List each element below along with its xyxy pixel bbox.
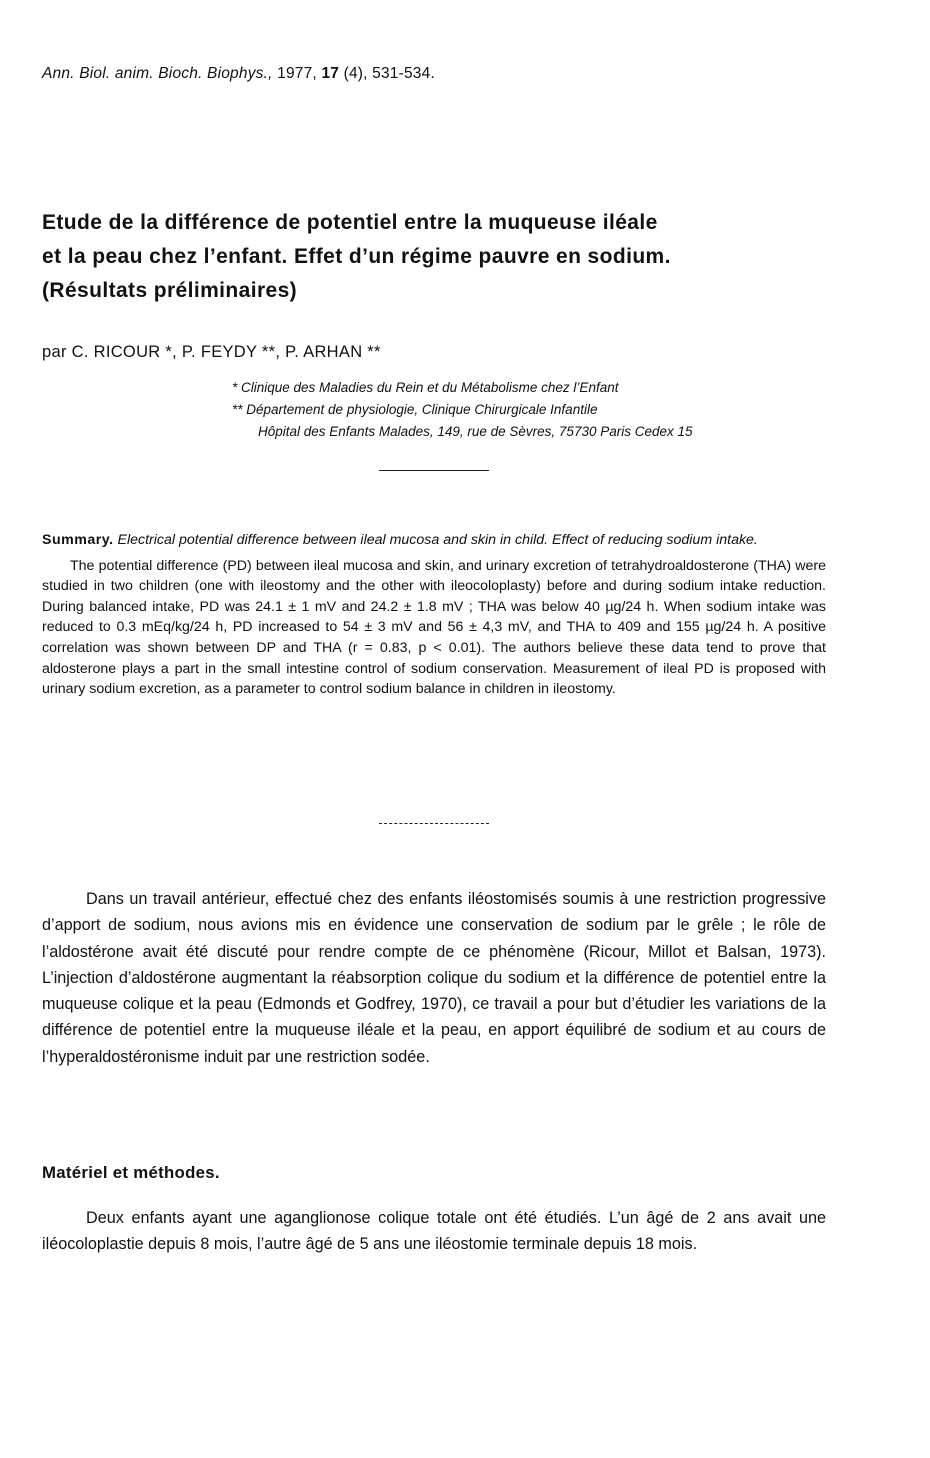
summary-header — [42, 530, 826, 551]
methods-paragraph: Deux enfants ayant une aganglionose colique totale ont été étudiés. L’un âgé de 2 ans avait une iléocoloplastie depuis 8 mois, l’autre âgé de 5 ans une iléostomie terminale depuis 18 mois. — [42, 1209, 826, 1254]
summary-divider — [379, 823, 489, 824]
title-line-1: Etude de la différence de potentiel entre la muqueuse iléale — [42, 211, 658, 234]
author-list: par C. RICOUR *, P. FEYDY **, P. ARHAN ** — [42, 343, 381, 361]
journal-volume: 17 — [321, 65, 340, 82]
title-line-2: et la peau chez l’enfant. Effet d’un régime pauvre en sodium. — [42, 245, 671, 268]
affiliations — [232, 377, 693, 443]
journal-issue-pages: (4), 531-534. — [343, 65, 435, 82]
affiliation-address: Hôpital des Enfants Malades, 149, rue de Sèvres, 75730 Paris Cedex 15 — [258, 424, 693, 439]
journal-year: 1977, — [277, 65, 317, 82]
summary-block — [42, 530, 826, 700]
journal-name: Ann. Biol. anim. Bioch. Biophys., — [42, 65, 273, 82]
affiliation-1: * Clinique des Maladies du Rein et du Métabolisme chez l’Enfant — [232, 380, 619, 395]
summary-heading: Summary. — [42, 532, 114, 548]
article-title — [42, 206, 842, 308]
intro-paragraph: Dans un travail antérieur, effectué chez des enfants iléostomisés soumis à une restriction progressive d’apport de sodium, nous avions mis en évidence une conservation de sodium par le grêle ; le rôle de l’aldostérone avait été discuté pour rendre compte de ce phénomène (Ricour, Millot et Balsan, 1973). L’injection d’aldostérone augmentant la réabsorption colique du sodium et la différence de potentiel entre la muqueuse colique et la peau (Edmonds et Godfrey, 1970), ce travail a pour but d’étudier les variations de la différence de potentiel entre la muqueuse iléale et la peau, en apport équilibré de sodium et au cours de l’hyperaldostéronisme induit par une restriction sodée. — [42, 890, 826, 1066]
affiliation-2: ** Département de physiologie, Clinique Chirurgicale Infantile — [232, 402, 598, 417]
journal-citation — [42, 65, 435, 83]
title-divider — [379, 470, 489, 471]
methods-heading: Matériel et méthodes. — [42, 1163, 220, 1182]
summary-abstract: The potential difference (PD) between ileal mucosa and skin, and urinary excretion of tetrahydroaldosterone (THA) were studied in two children (one with ileostomy and the other with ileocoloplasty) before and during sodium intake reduction. During balanced intake, PD was 24.1 ± 1 mV and 24.2 ± 1.8 mV ; THA was below 40 µg/24 h. When sodium intake was reduced to 0.3 mEq/kg/24 h, PD increased to 54 ± 3 mV and 56 ± 4,3 mV, and THA to 409 and 155 µg/24 h. A positive correlation was shown between DP and THA (r = 0.83, p < 0.01). The authors believe these data tend to prove that aldosterone plays a part in the small intestine control of sodium conservation. Measurement of ileal PD is proposed with urinary sodium excretion, as a parameter to control sodium balance in children in ileostomy. — [42, 557, 826, 698]
title-line-3: (Résultats préliminaires) — [42, 279, 298, 302]
summary-subtitle: Electrical potential difference between ileal mucosa and skin in child. Effect of reducing sodium intake. — [117, 532, 758, 548]
